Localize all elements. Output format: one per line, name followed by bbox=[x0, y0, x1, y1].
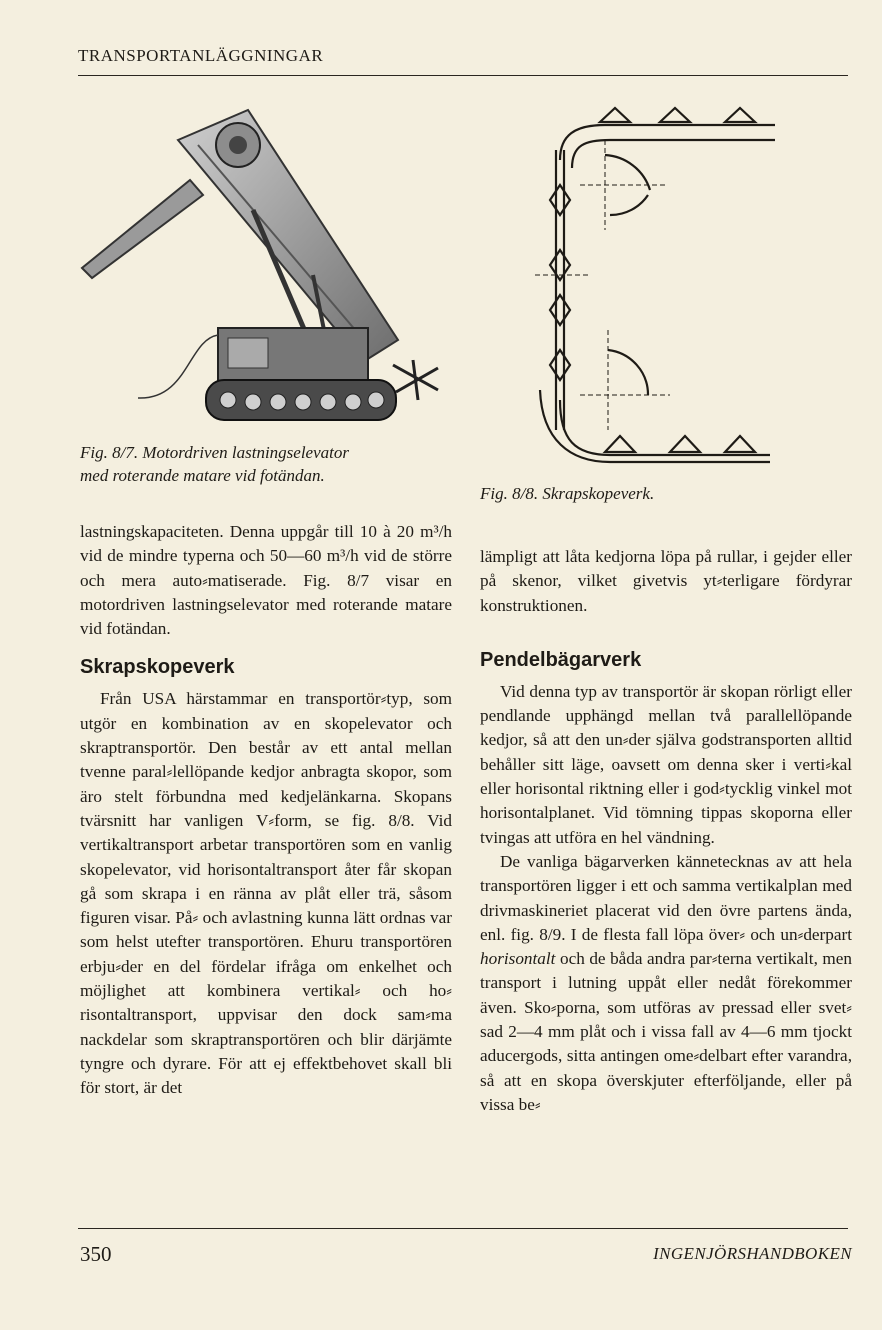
running-head: TRANSPORTANLÄGGNINGAR bbox=[78, 46, 324, 65]
figure-8-7-caption bbox=[80, 441, 450, 487]
left-column bbox=[80, 520, 452, 1101]
figure-8-8-caption: Fig. 8/8. Skrapskopeverk. bbox=[480, 484, 655, 503]
heading-skrapskopeverk: Skrapskopeverk bbox=[80, 656, 235, 679]
book-title: INGENJÖRSHANDBOKEN bbox=[653, 1244, 852, 1263]
heading-pendelbagarverk: Pendelbägarverk bbox=[480, 648, 642, 671]
para2-text-a: De vanliga bägarverken kännetecknas av att hela transportören ligger i ett och samma vertikalplan med drivmaskineriet placerat vid den övre partens ända, enl. fig. 8/9. I de flesta fall löpa över⸗ och un⸗derpart bbox=[480, 851, 852, 944]
figure-8-7-caption-line2: med roterande matare vid fotändan. bbox=[80, 466, 325, 485]
left-intro-paragraph: lastningskapaciteten. Denna uppgår till 10 à 20 m³/h vid de mindre typerna och 50—60 m³/h vid de större och mera auto⸗matiserade. Fig. 8/7 visar en motordriven lastningselevator med roterande matare vid fotändan. bbox=[80, 522, 452, 639]
para2-emphasis: horisontalt bbox=[480, 949, 556, 969]
page-number: 350 bbox=[80, 1242, 112, 1266]
figure-8-7-loader-image bbox=[78, 100, 448, 430]
right-column bbox=[480, 545, 852, 1117]
pendelbagarverk-paragraph-2 bbox=[480, 850, 852, 1117]
footer-rule bbox=[78, 1228, 848, 1229]
pendelbagarverk-paragraph-1: Vid denna typ av transportör är skopan rörligt eller pendlande upphängd mellan två parallellöpande kedjor, så att den un⸗der själva godstransporten alltid behåller sitt läge, oavsett om denna sker i verti⸗kal eller horisontal riktning eller i god⸗tycklig vinkel mot horisontalplanet. Vid tömning tippas skoporna eller tvingas att utföra en hel vändning. bbox=[480, 681, 852, 847]
skrapskopeverk-paragraph: Från USA härstammar en transportör⸗typ, som utgör en kombination av en skopelevator och skraptransportör. Den består av ett antal mellan tvenne paral⸗lellöpande kedjor anbragta skopor, som äro stelt förbundna med kedjelänkarna. Skopans tvärsnitt har vanligen V⸗form, se fig. 8/8. Vid vertikaltransport arbetar transportören som en vanlig skopelevator, vid horisontaltransport åter får skopan gå som skrapa i en ränna av plåt eller trä, såsom figuren visar. På⸗ och avlastning kunna lätt ordnas var som helst utefter transportören. Ehuru transportören erbju⸗der en del fördelar ifråga om enkelhet och möjlighet att kombinera vertikal⸗ och ho⸗risontaltransport, uppvisar den dock sam⸗ma nackdelar som skraptransportören och blir därjämte tyngre och dyrare. För att ej effektbehovet skall bli för stort, är det bbox=[80, 689, 452, 1098]
right-intro-paragraph: lämpligt att låta kedjorna löpa på rullar, i gejder eller på skenor, vilket givetvis yt⸗terligare fördyrar konstruktionen. bbox=[480, 547, 852, 615]
header-rule bbox=[78, 75, 848, 76]
figure-8-7-caption-line1: Fig. 8/7. Motordriven lastningselevator bbox=[80, 443, 349, 462]
figure-8-8-skip-conveyor-diagram bbox=[530, 100, 780, 470]
para2-text-b: och de båda andra par⸗terna vertikalt, men transport i lutning uppåt eller nedåt förekommer även. Sko⸗porna, som utföras av pressad eller svet⸗sad 2—4 mm plåt och i vissa fall av 4—6 mm tjockt aducergods, sitta antingen ome⸗delbart efter varandra, så att en skopa överskjuter efterföljande, eller på vissa be⸗ bbox=[480, 949, 852, 1114]
